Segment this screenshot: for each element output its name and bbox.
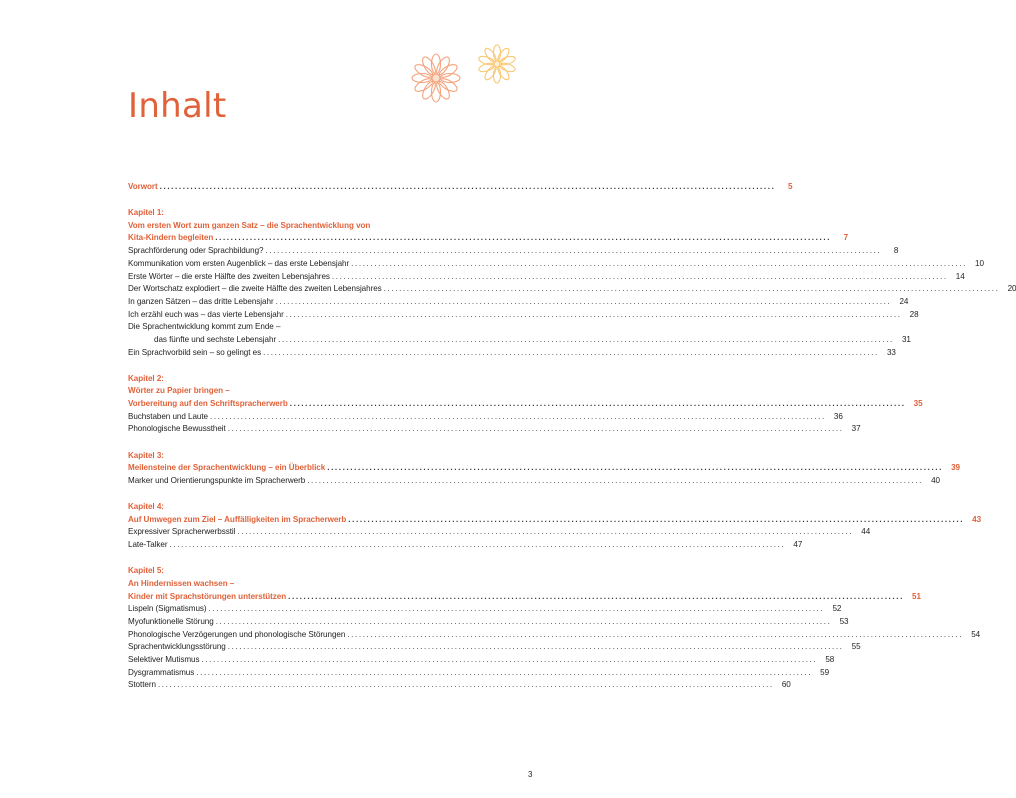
dot-leader: ................................................................................................................................................................ — [210, 411, 826, 421]
toc-section — [128, 501, 982, 552]
toc-entry-title: Der Wortschatz explodiert – die zweite Hälfte des zweiten Lebensjahres — [128, 284, 382, 294]
toc-entry — [128, 423, 861, 436]
dot-leader: ................................................................................................................................................................ — [348, 514, 965, 524]
toc-entry-title: Ein Sprachvorbild sein – so gelingt es — [128, 347, 262, 357]
toc-entry — [128, 271, 965, 284]
toc-page-number: 36 — [833, 411, 843, 421]
toc-page-number: 53 — [839, 616, 849, 626]
toc-entry — [128, 629, 981, 642]
toc-entry-title: Sprachentwicklungsstörung — [128, 642, 226, 652]
dot-leader: ................................................................................................................................................................ — [237, 527, 854, 537]
toc-entry — [128, 641, 861, 654]
dot-leader: ................................................................................................................................................................ — [159, 182, 776, 191]
toc-entry — [128, 591, 921, 604]
toc-entry-title: Kapitel 1: — [128, 208, 164, 218]
toc-heading — [128, 578, 456, 591]
toc-section — [128, 181, 793, 194]
toc-entry — [128, 347, 896, 360]
toc-entry-title: Vom ersten Wort zum ganzen Satz – die Sprachentwicklung von — [128, 220, 371, 230]
toc-entry — [128, 296, 909, 309]
toc-page-number: 40 — [931, 475, 940, 485]
toc-entry-title: An Hindernissen wachsen – — [128, 578, 235, 588]
toc-heading — [128, 385, 456, 398]
dot-leader: ................................................................................................................................................................ — [275, 296, 892, 306]
toc-page-number: 20 — [1007, 284, 1016, 294]
toc-page-number: 14 — [955, 271, 965, 281]
toc-entry-title: Lispeln (Sigmatismus) — [128, 604, 207, 614]
toc-entry-title: Kapitel 2: — [128, 373, 164, 383]
dot-leader: ................................................................................................................................................................ — [227, 424, 844, 434]
toc-page-number: 54 — [971, 629, 981, 639]
toc-page-number: 37 — [851, 424, 861, 434]
toc-section — [128, 450, 961, 488]
table-of-contents — [128, 181, 1016, 705]
dot-leader: ................................................................................................................................................................ — [285, 309, 902, 319]
dot-leader: ................................................................................................................................................................ — [278, 334, 894, 344]
toc-entry-title: Meilensteine der Sprachentwicklung – ein Überblick — [128, 463, 326, 473]
toc-entry-title: Kinder mit Sprachstörungen unterstützen — [128, 591, 287, 601]
toc-entry-title: Kapitel 4: — [128, 502, 164, 511]
toc-entry-title: Ich erzähl euch was – das vierte Lebensjahr — [128, 309, 284, 319]
flower-icon-large — [412, 54, 460, 102]
page-number: 3 — [528, 770, 533, 779]
toc-entry-title: Kommunikation vom ersten Augenblick – das erste Lebensjahr — [128, 258, 350, 268]
toc-entry-title: Wörter zu Papier bringen – — [128, 386, 230, 396]
toc-entry — [128, 398, 923, 411]
toc-entry-title: Selektiver Mutismus — [128, 654, 200, 664]
dot-leader: ................................................................................................................................................................ — [201, 654, 818, 664]
toc-heading — [128, 321, 456, 334]
toc-page-number: 59 — [820, 667, 830, 677]
toc-entry-title: Vorwort — [128, 182, 158, 191]
flower-icons — [0, 0, 564, 130]
dot-leader: ................................................................................................................................................................ — [208, 604, 825, 614]
toc-entry — [128, 462, 961, 475]
page-title: Inhalt — [128, 86, 227, 126]
toc-entry — [128, 654, 835, 667]
toc-section — [128, 565, 981, 692]
dot-leader: ................................................................................................................................................................ — [215, 233, 832, 243]
toc-entry-title: Myofunktionelle Störung — [128, 616, 214, 626]
toc-entry — [128, 181, 793, 194]
toc-entry-title: Sprachförderung oder Sprachbildung? — [128, 246, 264, 256]
toc-section — [128, 373, 923, 436]
toc-heading — [128, 207, 456, 220]
dot-leader: ................................................................................................................................................................ — [265, 246, 882, 256]
toc-entry-title: Auf Umwegen zum Ziel – Auffälligkeiten im Spracherwerb — [128, 514, 347, 524]
toc-page-number: 24 — [899, 296, 909, 306]
toc-entry — [128, 603, 842, 616]
toc-entry-title: Marker und Orientierungspunkte im Spracherwerb — [128, 475, 306, 485]
toc-entry — [128, 526, 871, 539]
toc-entry — [128, 667, 830, 680]
dot-leader: ................................................................................................................................................................ — [327, 463, 944, 473]
toc-entry-title: Kapitel 5: — [128, 566, 164, 576]
toc-heading — [128, 450, 456, 463]
toc-page-number: 39 — [951, 463, 961, 473]
flower-icon-small — [478, 45, 516, 83]
toc-page-number: 31 — [901, 334, 911, 344]
toc-entry-title: Expressiver Spracherwerbsstil — [128, 527, 236, 537]
toc-entry-title: Phonologische Bewusstheit — [128, 424, 226, 434]
toc-entry — [128, 514, 982, 527]
toc-page-number: 58 — [825, 654, 835, 664]
toc-entry — [128, 539, 803, 552]
toc-entry-title: In ganzen Sätzen – das dritte Lebensjahr — [128, 296, 274, 306]
toc-page-number: 60 — [781, 680, 791, 690]
toc-entry-title: Stottern — [128, 680, 156, 690]
toc-entry — [128, 283, 1016, 296]
toc-page-number: 43 — [972, 514, 982, 524]
dot-leader: ................................................................................................................................................................ — [169, 540, 786, 550]
toc-entry-title: Die Sprachentwicklung kommt zum Ende – — [128, 322, 281, 332]
toc-entry-title: Dysgrammatismus — [128, 667, 195, 677]
toc-heading — [128, 373, 456, 386]
toc-entry-title: Vorbereitung auf den Schriftspracherwerb — [128, 399, 288, 409]
toc-entry-title: Kapitel 3: — [128, 450, 164, 460]
toc-entry-title: Buchstaben und Laute — [128, 411, 209, 421]
dot-leader: ................................................................................................................................................................ — [347, 629, 964, 639]
toc-entry — [128, 245, 899, 258]
toc-entry — [128, 411, 843, 424]
toc-entry — [128, 232, 849, 245]
toc-heading — [128, 220, 456, 233]
toc-page-number: 5 — [787, 182, 793, 191]
toc-entry — [128, 309, 919, 322]
toc-page-number: 51 — [912, 591, 921, 601]
toc-page-number: 55 — [851, 642, 861, 652]
toc-entry-title: Kita-Kindern begleiten — [128, 233, 214, 243]
toc-entry-title: Erste Wörter – die erste Hälfte des zweiten Lebensjahres — [128, 271, 330, 281]
toc-page-number: 10 — [975, 258, 984, 268]
dot-leader: ................................................................................................................................................................ — [351, 258, 967, 268]
toc-entry-title: das fünfte und sechste Lebensjahr — [154, 334, 277, 344]
toc-entry — [128, 334, 911, 347]
toc-section — [128, 207, 1016, 359]
dot-leader: ................................................................................................................................................................ — [263, 347, 879, 357]
toc-page-number: 33 — [886, 347, 896, 357]
toc-entry-title: Phonologische Verzögerungen und phonologische Störungen — [128, 629, 346, 639]
dot-leader: ................................................................................................................................................................ — [157, 680, 774, 690]
toc-page-number: 8 — [893, 246, 899, 256]
dot-leader: ................................................................................................................................................................ — [227, 642, 844, 652]
toc-entry — [128, 475, 940, 488]
toc-page-number: 28 — [909, 309, 919, 319]
toc-entry — [128, 679, 791, 692]
toc-page-number: 7 — [843, 233, 849, 243]
dot-leader: ................................................................................................................................................................ — [196, 667, 813, 677]
toc-entry — [128, 616, 849, 629]
dot-leader: ................................................................................................................................................................ — [215, 616, 832, 626]
toc-heading — [128, 501, 456, 514]
dot-leader: ................................................................................................................................................................ — [331, 271, 948, 281]
toc-entry-title: Late-Talker — [128, 540, 168, 550]
dot-leader: ................................................................................................................................................................ — [307, 475, 923, 485]
dot-leader: ................................................................................................................................................................ — [289, 399, 906, 409]
toc-page-number: 52 — [832, 604, 842, 614]
toc-entry — [128, 258, 984, 271]
dot-leader: ................................................................................................................................................................ — [288, 591, 904, 601]
dot-leader: ................................................................................................................................................................ — [383, 284, 1000, 294]
toc-page-number: 44 — [861, 527, 871, 537]
toc-heading — [128, 565, 456, 578]
toc-page-number: 35 — [913, 399, 923, 409]
toc-page-number: 47 — [793, 540, 803, 550]
